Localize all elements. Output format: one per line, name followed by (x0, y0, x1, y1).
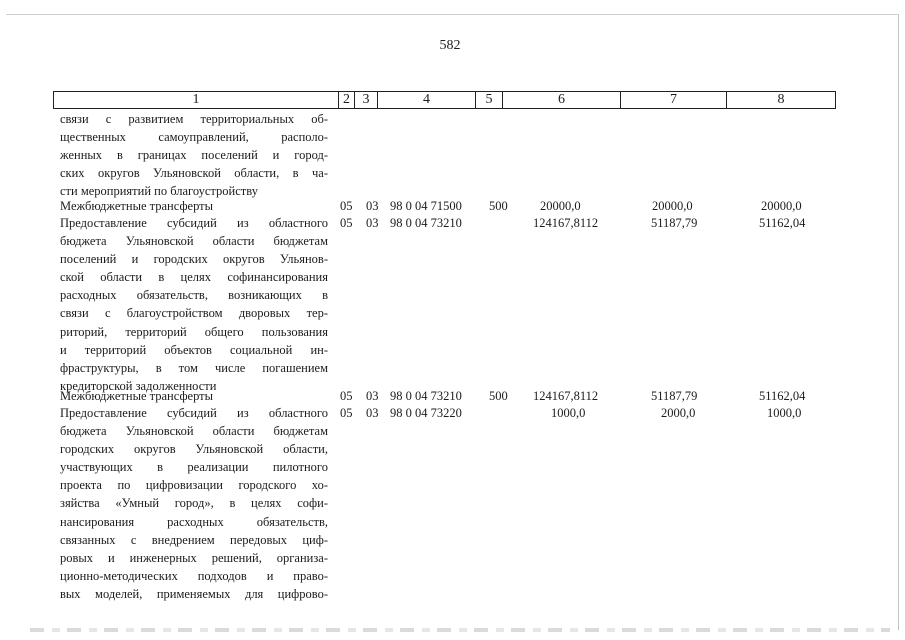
cell-subsection: 03 (366, 199, 379, 213)
cell-section: 05 (340, 199, 353, 213)
text-line: и территорий объектов социальной ин- (60, 342, 328, 357)
cell-subsection: 03 (366, 406, 379, 420)
header-col-6: 6 (503, 92, 621, 108)
page-number: 582 (439, 38, 461, 53)
text-line: Предоставление субсидий из областного (60, 216, 328, 230)
cell-amount-3: 20000,0 (761, 199, 802, 213)
cell-section: 05 (340, 216, 353, 230)
text-line: Предоставление субсидий из областного (60, 406, 328, 420)
text-line: риторий, территорий общего пользования (60, 324, 328, 339)
text-line: связи с благоустройством дворовых тер- (60, 306, 328, 321)
cell-subsection: 03 (366, 389, 379, 403)
cell-expense-type: 500 (489, 199, 508, 213)
text-line: расходных обязательств, возникающих в (60, 288, 328, 303)
text-line: кредиторской задолженности (60, 378, 217, 393)
row-name: Межбюджетные трансферты (60, 389, 214, 403)
text-line: щественных самоуправлений, располо- (60, 130, 328, 145)
cell-amount-2: 20000,0 (652, 199, 693, 213)
text-line: ской области в целях софинансирования (60, 270, 328, 285)
text-line: фраструктуры, в том числе погашением (60, 360, 328, 375)
header-col-5: 5 (476, 92, 503, 108)
cell-amount-2: 51187,79 (651, 389, 698, 403)
header-col-3: 3 (355, 92, 378, 108)
text-line: участвующих в реализации пилотного (60, 460, 328, 475)
row-description-smart-city (60, 404, 328, 603)
text-line: проекта по цифровизации городского хо- (60, 478, 328, 493)
header-col-1: 1 (54, 92, 339, 108)
header-col-4: 4 (378, 92, 476, 108)
cell-target-code: 98 0 04 73210 (390, 389, 462, 403)
text-line: зяйства «Умный город», в целях софи- (60, 496, 328, 511)
text-line: городских округов Ульяновской области, (60, 442, 328, 457)
cell-target-code: 98 0 04 73210 (390, 216, 462, 230)
text-line: ских округов Ульяновской области, в ча- (60, 166, 328, 181)
text-line: бюджета Ульяновской области бюджетам (60, 424, 328, 439)
cell-amount-3: 1000,0 (767, 406, 802, 420)
cell-amount-1: 124167,8112 (533, 216, 599, 230)
text-line: бюджета Ульяновской области бюджетам (60, 234, 328, 249)
scan-artifact (30, 628, 890, 632)
header-col-7: 7 (621, 92, 727, 108)
table-header-row (53, 91, 836, 109)
cell-amount-1: 124167,8112 (533, 389, 599, 403)
text-line: ровых и инженерных решений, организа- (60, 550, 328, 565)
cell-section: 05 (340, 389, 353, 403)
text-line: вых моделей, применяемых для цифрово- (60, 586, 328, 601)
text-line: связи с развитием территориальных об- (60, 112, 328, 126)
cell-amount-3: 51162,04 (759, 216, 806, 230)
cell-amount-1: 20000,0 (540, 199, 581, 213)
text-line: женных в границах поселений и город- (60, 148, 328, 163)
text-line: нансирования расходных обязательств, (60, 514, 328, 529)
text-line: ционно-методических подходов и право- (60, 568, 328, 583)
cell-amount-2: 2000,0 (661, 406, 696, 420)
row-description-subsidy-yards (60, 214, 328, 395)
cell-target-code: 98 0 04 73220 (390, 406, 462, 420)
row-name: Межбюджетные трансферты (60, 199, 214, 213)
cell-section: 05 (340, 406, 353, 420)
header-col-8: 8 (777, 92, 785, 107)
cell-amount-1: 1000,0 (551, 406, 586, 420)
cell-subsection: 03 (366, 216, 379, 230)
text-line: сти мероприятий по благоустройству (60, 184, 258, 199)
cell-expense-type: 500 (489, 389, 508, 403)
cell-target-code: 98 0 04 71500 (390, 199, 462, 213)
cell-amount-2: 51187,79 (651, 216, 698, 230)
cell-amount-3: 51162,04 (759, 389, 806, 403)
text-line: поселений и городских округов Ульянов- (60, 252, 328, 267)
text-line: связанных с внедрением передовых циф- (60, 532, 328, 547)
row-description-continuation (60, 110, 328, 200)
header-col-2: 2 (339, 92, 355, 108)
